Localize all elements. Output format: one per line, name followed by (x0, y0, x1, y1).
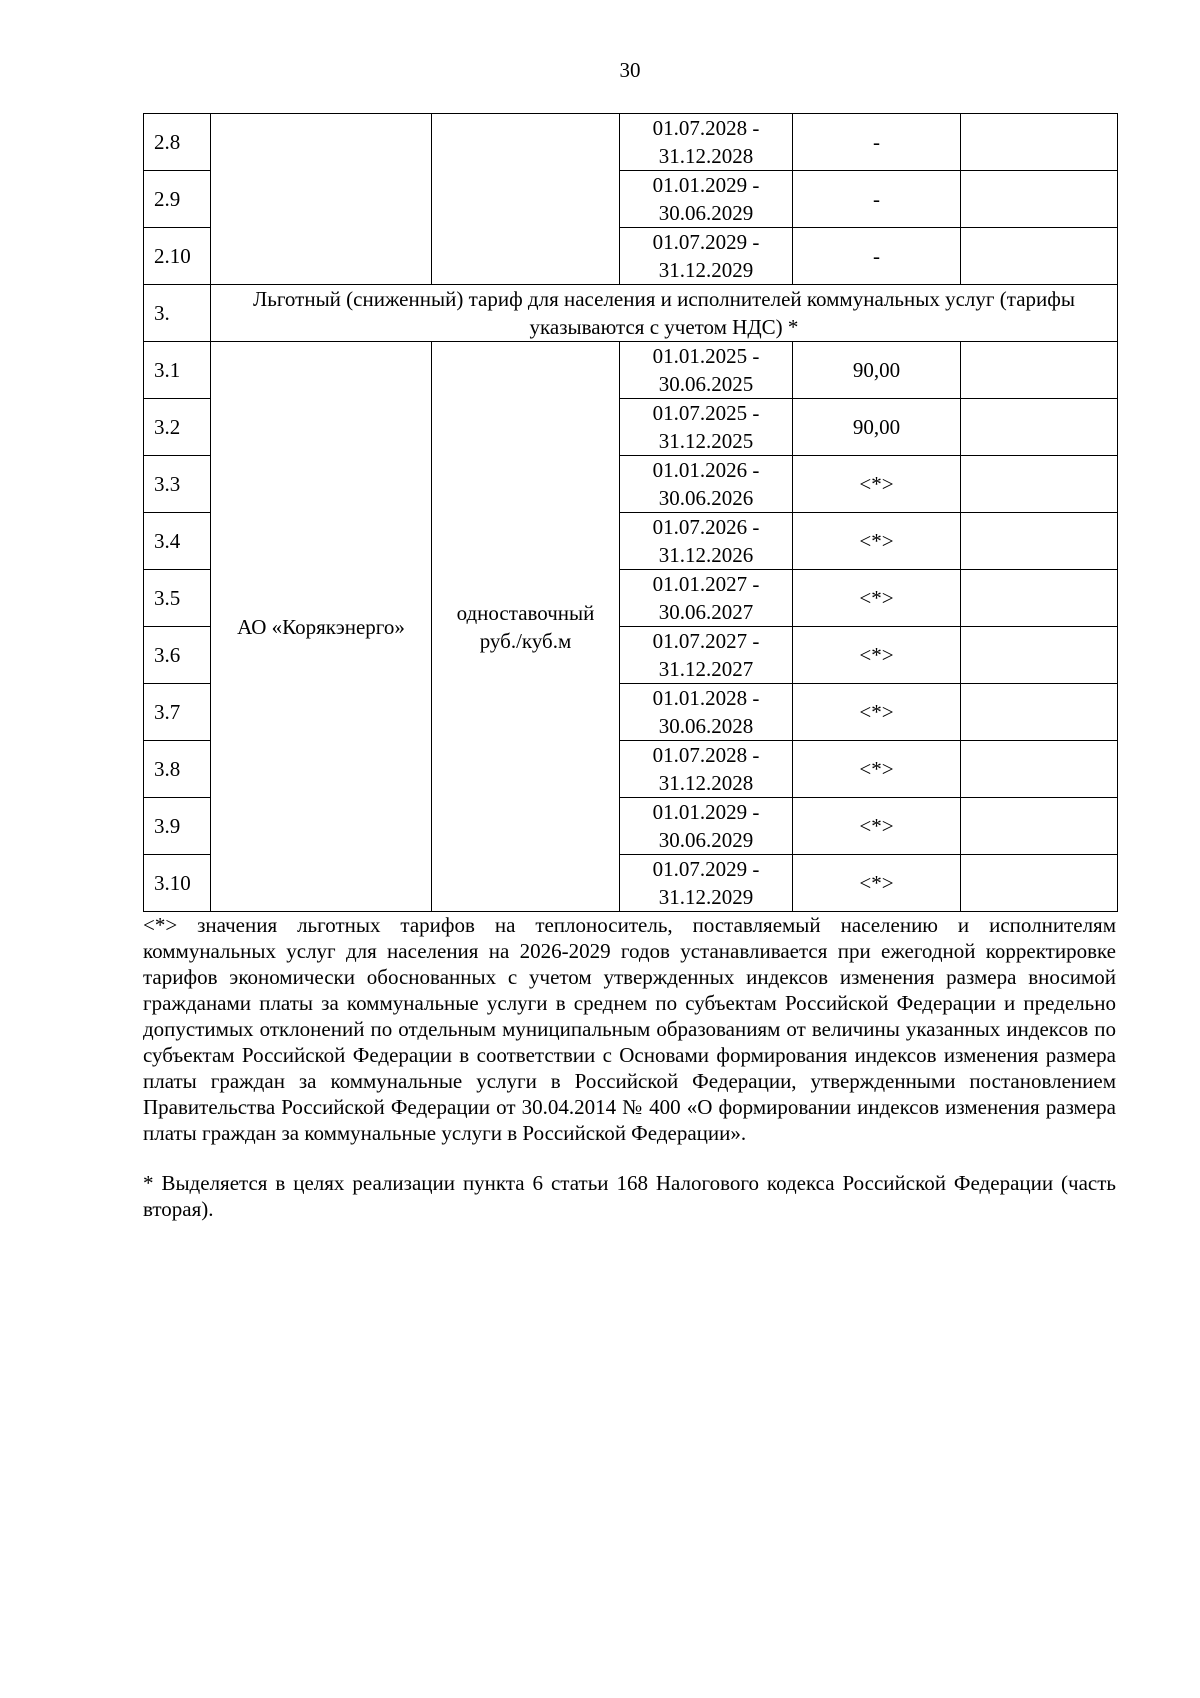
section-header-row (144, 285, 1118, 342)
period-start: 01.07.2028 - (652, 743, 760, 767)
period-cell (620, 627, 793, 684)
period-cell (620, 684, 793, 741)
tariff-value: <*> (793, 741, 961, 798)
period-end: 30.06.2027 (658, 600, 754, 624)
row-number: 3.2 (144, 399, 211, 456)
empty-cell (961, 741, 1118, 798)
period-cell (620, 228, 793, 285)
page-number: 30 (619, 58, 641, 82)
tariff-value: <*> (793, 456, 961, 513)
period-end: 31.12.2027 (658, 657, 754, 681)
row-number: 3.5 (144, 570, 211, 627)
tariff-table (143, 113, 1118, 912)
row-number: 3.3 (144, 456, 211, 513)
section-title: Льготный (сниженный) тариф для населения и исполнителей коммунальных услуг (тарифы указываются с учетом НДС) * (211, 285, 1118, 342)
tariff-value: <*> (793, 627, 961, 684)
period-start: 01.01.2029 - (652, 173, 760, 197)
period-start: 01.07.2025 - (652, 401, 760, 425)
organization-name: АО «Корякэнерго» (211, 342, 432, 912)
period-cell (620, 741, 793, 798)
empty-cell (961, 114, 1118, 171)
tariff-value: - (793, 228, 961, 285)
tariff-value: <*> (793, 570, 961, 627)
period-start: 01.01.2027 - (652, 572, 760, 596)
period-end: 30.06.2028 (658, 714, 754, 738)
period-end: 31.12.2029 (658, 885, 754, 909)
tariff-value: 90,00 (793, 399, 961, 456)
section-number: 3. (144, 285, 211, 342)
footnote-asterisk: * Выделяется в целях реализации пункта 6 статьи 168 Налогового кодекса Российской Федерации (часть вторая). (143, 1171, 1116, 1221)
period-start: 01.07.2028 - (652, 116, 760, 140)
footnotes (143, 912, 1116, 1222)
period-end: 30.06.2026 (658, 486, 754, 510)
period-start: 01.01.2029 - (652, 800, 760, 824)
empty-cell (961, 570, 1118, 627)
tariff-value: <*> (793, 855, 961, 912)
row-number: 2.10 (144, 228, 211, 285)
row-number: 3.1 (144, 342, 211, 399)
tariff-value: <*> (793, 798, 961, 855)
rate-type-cell (432, 342, 620, 912)
period-end: 31.12.2026 (658, 543, 754, 567)
period-cell (620, 513, 793, 570)
row-number: 2.8 (144, 114, 211, 171)
organization-cell-empty (211, 114, 432, 285)
table-row (144, 342, 1118, 399)
empty-cell (961, 627, 1118, 684)
period-start: 01.07.2027 - (652, 629, 760, 653)
empty-cell (961, 456, 1118, 513)
row-number: 3.8 (144, 741, 211, 798)
tariff-value: - (793, 114, 961, 171)
period-start: 01.07.2029 - (652, 230, 760, 254)
period-start: 01.07.2026 - (652, 515, 760, 539)
period-start: 01.01.2025 - (652, 344, 760, 368)
period-end: 31.12.2029 (658, 258, 754, 282)
empty-cell (961, 855, 1118, 912)
period-end: 30.06.2029 (658, 201, 754, 225)
period-cell (620, 342, 793, 399)
empty-cell (961, 171, 1118, 228)
table-row (144, 114, 1118, 171)
tariff-value: <*> (793, 684, 961, 741)
tariff-value: 90,00 (793, 342, 961, 399)
period-cell (620, 399, 793, 456)
empty-cell (961, 228, 1118, 285)
row-number: 2.9 (144, 171, 211, 228)
row-number: 3.9 (144, 798, 211, 855)
period-end: 31.12.2025 (658, 429, 754, 453)
empty-cell (961, 684, 1118, 741)
tariff-value: <*> (793, 513, 961, 570)
row-number: 3.4 (144, 513, 211, 570)
period-end: 31.12.2028 (658, 144, 754, 168)
period-end: 30.06.2029 (658, 828, 754, 852)
period-end: 30.06.2025 (658, 372, 754, 396)
period-start: 01.01.2028 - (652, 686, 760, 710)
period-cell (620, 114, 793, 171)
row-number: 3.6 (144, 627, 211, 684)
period-cell (620, 798, 793, 855)
period-cell (620, 855, 793, 912)
period-cell (620, 570, 793, 627)
rate-type: одноставочный (456, 600, 595, 625)
empty-cell (961, 342, 1118, 399)
row-number: 3.10 (144, 855, 211, 912)
row-number: 3.7 (144, 684, 211, 741)
empty-cell (961, 798, 1118, 855)
tariff-value: - (793, 171, 961, 228)
footnote-bracket-asterisk: <*> значения льготных тарифов на теплоноситель, поставляемый населению и исполнителям коммунальных услуг для населения на 2026-2029 годов устанавливается при ежегодной корректировке тарифов экономически обоснованных с учетом утвержденных индексов изменения размера вносимой гражданами платы за коммунальные услуги в среднем по субъектам Российской Федерации и предельно допустимых отклонений по отдельным муниципальным образованиям от величины указанных индексов по субъектам Российской Федерации в соответствии с Основами формирования индексов изменения размера платы граждан за коммунальные услуги в Российской Федерации, утвержденными постановлением Правительства Российской Федерации от 30.04.2014 № 400 «О формировании индексов изменения размера платы граждан за коммунальные услуги в Российской Федерации». (143, 913, 1116, 1145)
period-cell (620, 456, 793, 513)
rate-type-cell-empty (432, 114, 620, 285)
rate-unit: руб./куб.м (479, 628, 572, 653)
period-end: 31.12.2028 (658, 771, 754, 795)
empty-cell (961, 399, 1118, 456)
period-start: 01.01.2026 - (652, 458, 760, 482)
empty-cell (961, 513, 1118, 570)
period-cell (620, 171, 793, 228)
period-start: 01.07.2029 - (652, 857, 760, 881)
